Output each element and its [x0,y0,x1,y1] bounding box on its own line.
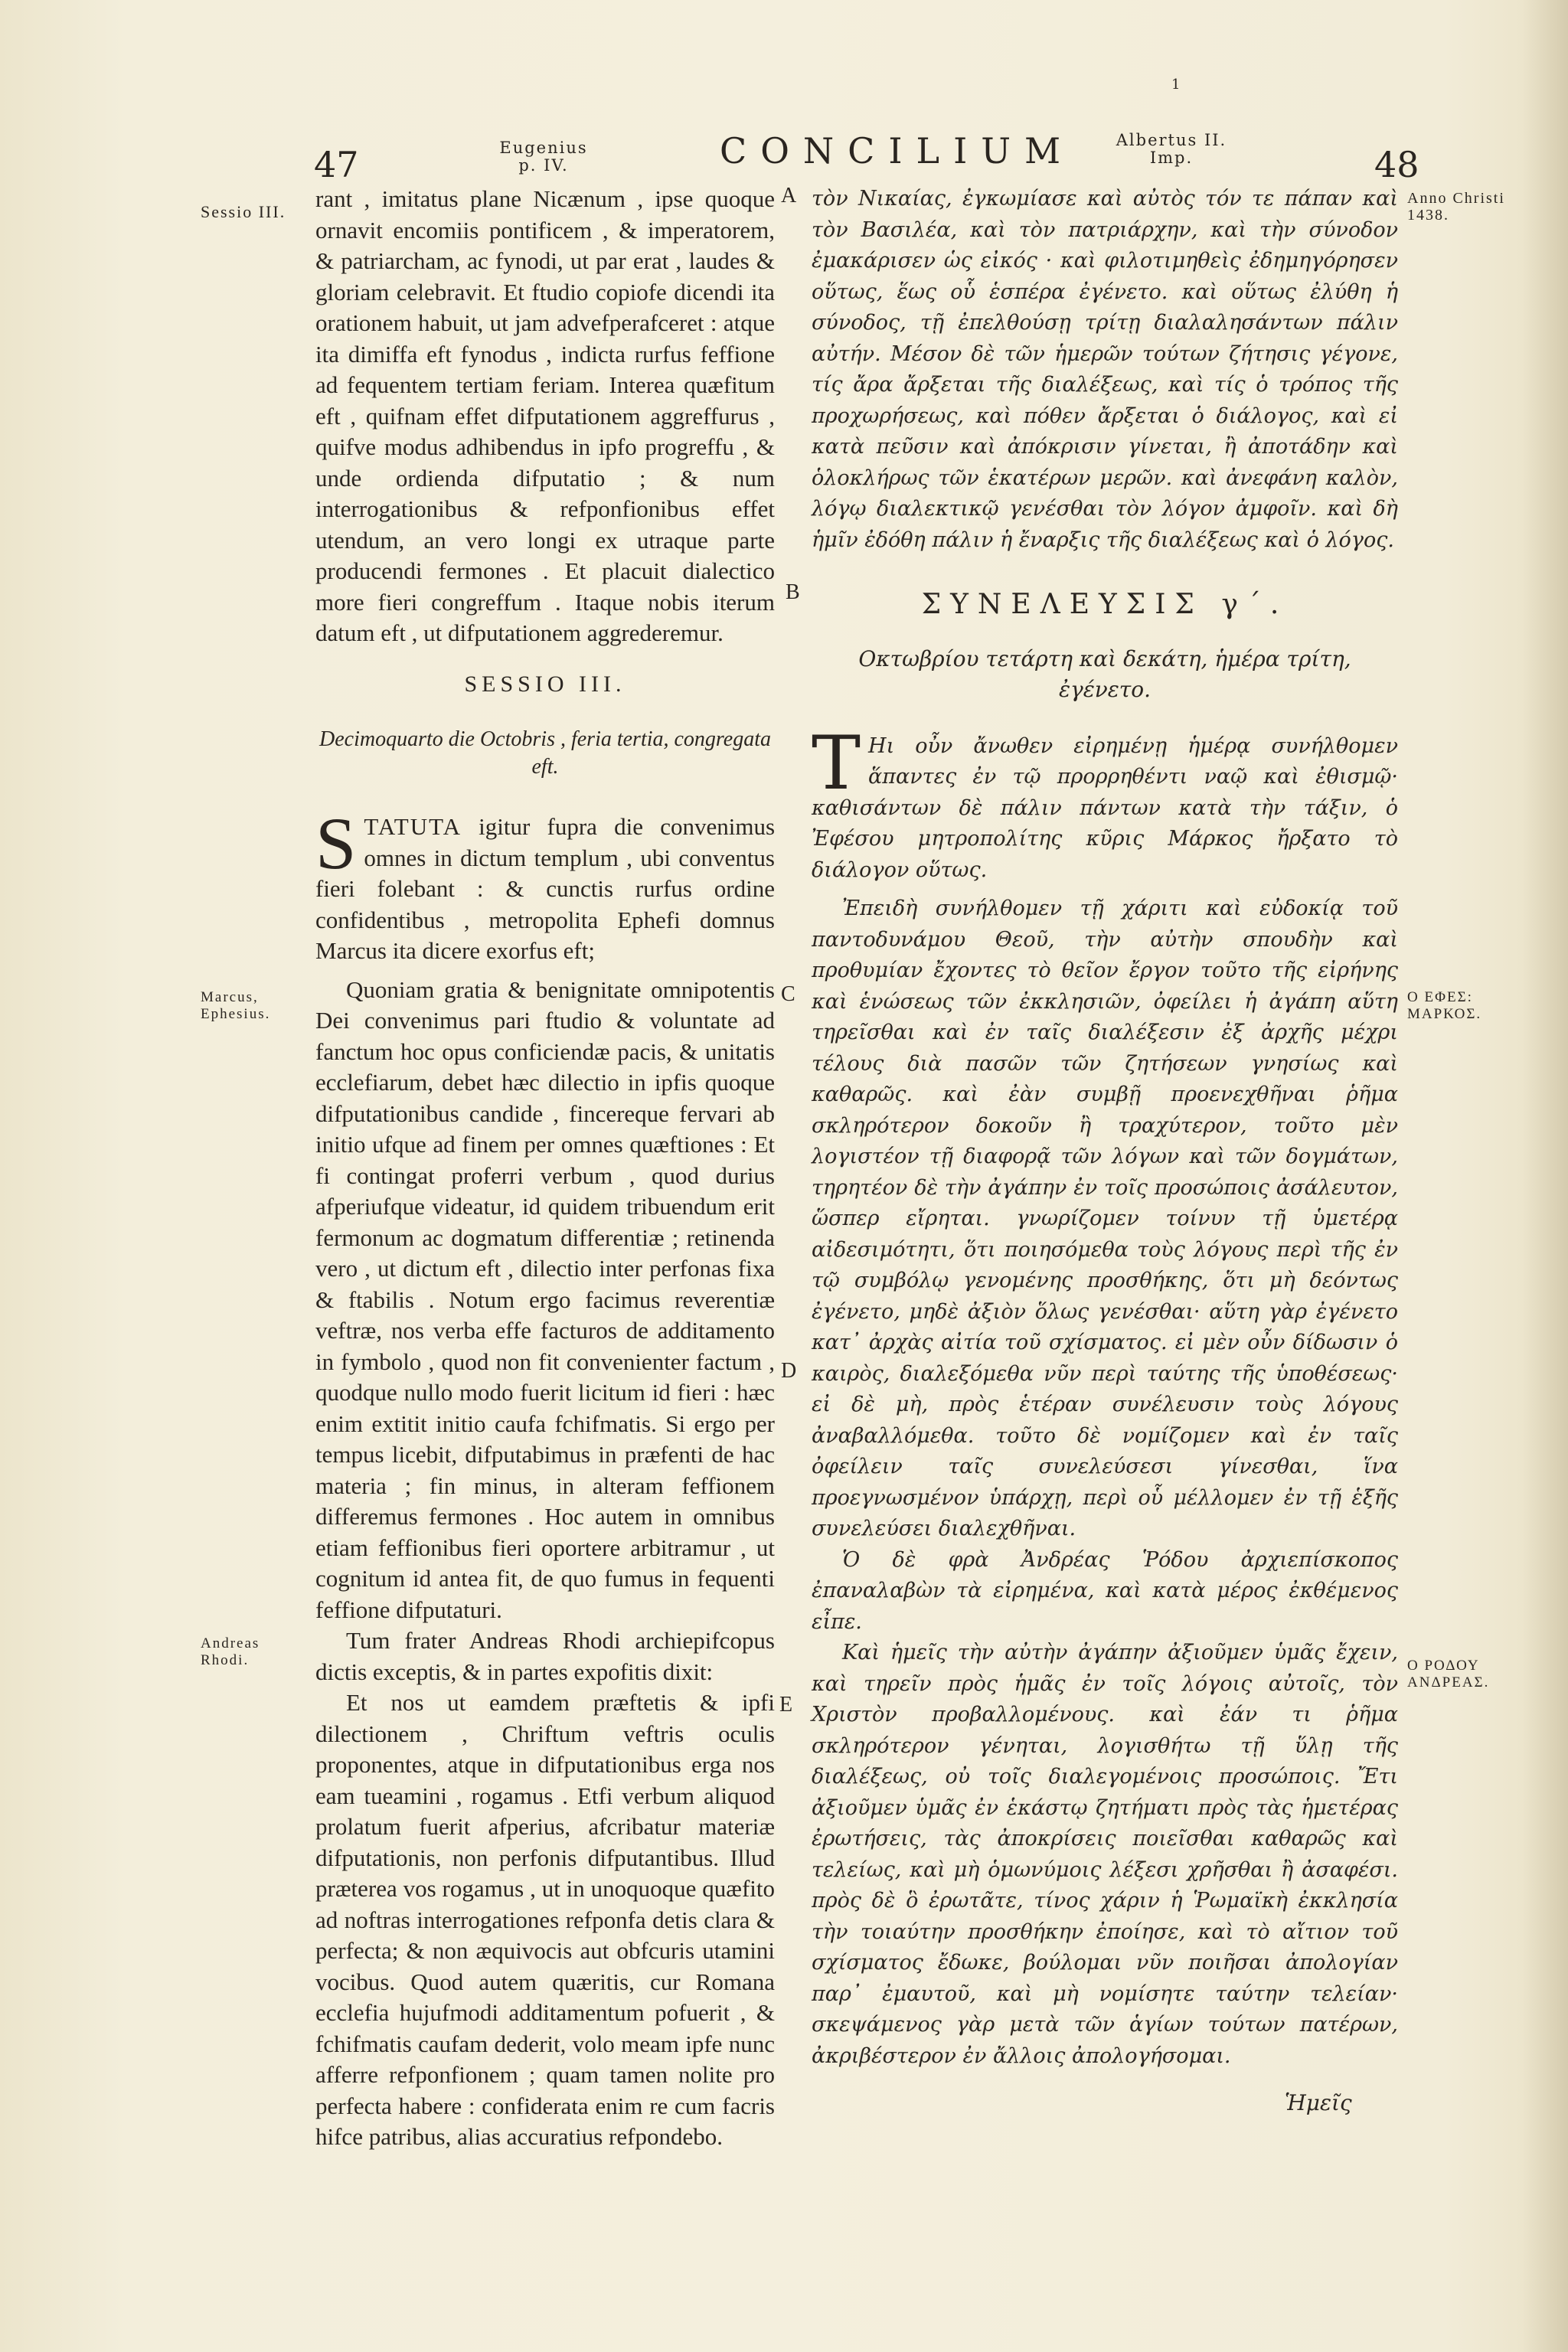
running-head-left: Eugenius p. IV. [499,139,588,175]
margin-note-andreas: Andreas Rhodi. [201,1635,260,1668]
latin-dropcap: S [315,802,357,884]
latin-para-4: Et nos ut eamdem præftetis & ipfi dilectionem , Chriftum veftris oculis proponentes, atque in difputationibus erga nos eam tueamini , rogamus . Etfi verbum aliquod prolatum fuerit afperius, afcribatur materiæ difputationis, non perfonis difputantibus. Illud præterea vos rogamus , ut in unoquoque quæfito ad noftras interrogationes refponfa detis clara & perfecta; & non æquivocis aut obfcuris utamini vocibus. Quod autem quæritis, cur Romana ecclefia hujufmodi additamentum pofuerit , & fchifmatis caufam dederit, volo meam ipfe nunc afferre refponfionem ; quam tamen nolite pro perfecta habere : confiderata enim re cum facris hifce patribus, alias accuratius refpondebo. [315,1689,775,2150]
page-shadow [1522,0,1568,2352]
section-letter-d: D [781,1359,797,1383]
greek-para-2: Ἐπειδὴ συνήλθομεν τῇ χάριτι καὶ εὐδοκίᾳ τοῦ παντοδυνάμου Θεοῦ, τὴν αὐτὴν σπουδὴν καὶ προθυμίαν ἔχοντες τὸ θεῖον ἔργον τοῦτο τῆς εἰρήνης καὶ ἑνώσεως τῶν ἐκκλησιῶν, ὀφείλει ἡ ἀγάπη αὕτη τηρεῖσθαι καὶ ἐν ταῖς διαλέξεσιν ἐξ ἀρχῆς μέχρι τέλους διὰ πασῶν τῶν ζητήσεων γνησίως καὶ καθαρῶς. καὶ ἐὰν συμβῇ προενεχθῆναι ῥῆμα σκληρότερον δοκοῦν ἢ τραχύτερον, τοῦτο μὲν λογιστέον τῇ διαφορᾷ τῶν λόγων καὶ τῶν δογμάτων, τηρητέον δὲ τὴν ἀγάπην ἐν τοῖς προσώποις ἀσάλευτον, ὥσπερ εἴρηται. γνωρίζομεν τοίνυν τῇ ὑμετέρᾳ αἰδεσιμότητι, ὅτι ποιησόμεθα τοὺς λόγους περὶ τῆς ἐν τῷ συμβόλῳ γενομένης προσθήκης, ὅτι μὴ δεόντως ἐγένετο, μηδὲ ἀξιὸν ὅλως γενέσθαι· αὕτη γὰρ ἐγένετο κατ᾿ ἀρχὰς αἰτία τοῦ σχίσματος. εἰ μὲν οὖν δίδωσιν ὁ καιρὸς, διαλεξόμεθα νῦν περὶ ταύτης τῆς ὑποθέσεως· εἰ δὲ μὴ, πρὸς ἑτέραν συνέλευσιν τοὺς λόγους ἀναβαλλόμεθα. τοῦτο δὲ νομίζομεν καὶ ἐν ταῖς ὀφείλειν ταῖς συνελεύσεσι γίνεσθαι, ἵνα προεγνωσμένον ὑπάρχῃ, περὶ οὗ μέλλομεν ἐν τῇ ἑξῆς συνελεύσει διαλεχθῆναι. [812,897,1398,1540]
greek-dropcap: Τ [812,720,861,806]
latin-para-1-text: igitur fupra die convenimus omnes in dictum templum , ubi conventus fieri folebant : & cunctis rurfus ordine confidentibus , metropolita Ephefi domnus Marcus ita dicere exorfus eft; [315,813,776,964]
page-number-left: 47 [314,144,359,185]
latin-section-subtitle: Decimoquarto die Octobris , feria tertia, congregata eft. [319,727,771,779]
section-letter-c: C [781,982,795,1006]
latin-section-title: SESSIO III. [464,671,626,697]
greek-para-3: Ὁ δὲ φρὰ Ἀνδρέας Ῥόδου ἀρχιεπίσκοπος ἐπαναλαβὼν τὰ εἰρημένα, καὶ κατὰ μέρος ἐκθέμενος εἶπε. [812,1547,1398,1634]
page-header [291,122,1485,191]
greek-para-4: Καὶ ἡμεῖς τὴν αὐτὴν ἀγάπην ἀξιοῦμεν ὑμᾶς ἔχειν, καὶ τηρεῖν πρὸς ἡμᾶς ἐν τοῖς λόγοις αὐτοῖς, τὸν Χριστὸν προβαλλομένους. καὶ ἐάν τι ῥῆμα σκληρότερον γένηται, λογισθήτω τῇ ὕλῃ τῆς διαλέξεως, οὐ τοῖς διαλεγομένοις προσώποις. Ἔτι ἀξιοῦμεν ὑμᾶς ἐν ἑκάστῳ ζητήματι πρὸς τὰς ἡμετέρας ἐρωτήσεις, τὰς ἀποκρίσεις ποιεῖσθαι καθαρῶς καὶ τελείως, καὶ μὴ ὁμωνύμοις λέξεσι χρῆσθαι ἢ ἀσαφέσι. πρὸς δὲ ὃ ἐρωτᾶτε, τίνος χάριν ἡ Ῥωμαϊκὴ ἐκκλησία τὴν τοιαύτην προσθήκην ἐποίησε, καὶ τὸ αἴτιον τοῦ σχίσματος ἔδωκε, βούλομαι νῦν ποιῆσαι ἀπολογίαν παρ᾿ ἐμαυτοῦ, καὶ μὴ νομίσητε ταύτην τελείαν· σκεψάμενος γὰρ μετὰ τῶν ἁγίων τούτων πατέρων, ἀκριβέστερον ἐν ἄλλοις ἀπολογήσομαι. [812,1641,1398,2068]
margin-note-marcus: Marcus, Ephesius. [201,989,271,1022]
page-title: CONCILIUM [720,130,1075,172]
margin-note-marcus-greek: Ο ΕΦΕΣ: ΜΑΡΚΟΣ. [1407,989,1482,1022]
section-letter-b: B [786,580,800,604]
latin-column [315,184,775,2153]
section-letter-e: E [779,1693,793,1717]
running-head-right: Albertus II. Imp. [1116,131,1227,167]
greek-para-1-text: Ηι οὖν ἄνωθεν εἰρημένῃ ἡμέρᾳ συνήλθομεν ἅπαντες ἐν τῷ προρρηθέντι ναῷ καὶ ἐθισμῷ· καθισάντων δὲ πάλιν πάντων κατὰ τὴν τάξιν, ὁ Ἐφέσου μητροπολίτης κῦρις Μάρκος ἤρξατο τὸ διάλογον οὕτως. [812,733,1398,882]
margin-note-anno: Anno Christi 1438. [1407,190,1505,224]
top-mark: 1 [1171,77,1181,93]
latin-intro: rant , imitatus plane Nicænum , ipse quoque ornavit encomiis pontificem , & imperatorem, & patriarcham, ac fynodi, ut par erat , laudes & gloriam celebravit. Et ftudio copiofe dicendi ita orationem habuit, ut jam advefperafceret : atque ita dimiffa eft fynodus , indicta rurfus feffione ad fequentem tertiam feriam. Interea quæfitum eft , quifnam effet difputationem aggreffurus , quifve modus adhibendus in ipfo progreffu , & unde ordienda difputatio ; & num interrogationibus & refponfionibus effet utendum, an vero longi ex utraque parte producendi fermones . Et placuit dialectico more fieri congreffum . Itaque nobis iterum datum eft , ut difputationem aggrederemur. [315,185,775,646]
greek-column [812,184,1398,2072]
greek-section-title: ΣΥΝΕΛΕΥΣΙΣ γ΄. [921,589,1289,620]
latin-para-1 [315,802,776,967]
latin-para-2: Quoniam gratia & benignitate omnipotentis Dei convenimus pari ftudio & voluntate ad fanctum hoc opus conficiendæ pacis, & unitatis ecclefiarum, debet hæc dilectio in ipfis quoque difputationibus candide , fincereque fervari ab initio ufque ad finem per omnes quæftiones : Et fi contingat proferri verbum , quod durius afperiufque videatur, id quidem tribuendum erit fermonum ac dogmatum differentiæ ; retinenda vero , ut dictum eft , dilectio inter perfonas fixa & ftabilis . Notum ergo facimus reverentiæ veftræ, nos verba effe facturos de additamento in fymbolo , quod non fit convenienter factum , quodque nullo modo fuerit licitum id fieri : hæc enim extitit initio caufa fchifmatis. Si ergo per tempus licebit, difputabimus in præfenti de hac materia ; fin minus, in alteram feffionem differemus fermones . Hoc autem in omnibus etiam feffionibus fieri oportere arbitramur , ut cognitum id antea fit, de quo fumus in fequenti feffione difputaturi. [315,975,775,1623]
page-number-right: 48 [1374,144,1419,185]
greek-intro: τὸν Νικαίας, ἐγκωμίασε καὶ αὐτὸς τόν τε πάπαν καὶ τὸν Βασιλέα, καὶ τὸν πατριάρχην, καὶ τὴν σύνοδον ἐμακάρισεν ὡς εἰκός · καὶ φιλοτιμηθεὶς ἐδημηγόρησεν οὕτως, ἕως οὗ ἑσπέρα ἐγένετο. καὶ οὕτως ἐλύθη ἡ σύνοδος, τῇ ἐπελθούσῃ τρίτῃ διαλαλησάντων πάλιν αὐτήν. Μέσον δὲ τῶν ἡμερῶν τούτων ζήτησις γέγονε, τίς ἄρα ἄρξεται τῆς διαλέξεως, καὶ τίς ὁ τρόπος τῆς προχωρήσεως, καὶ πόθεν ἄρξεται ὁ διάλογος, καὶ εἰ κατὰ πεῦσιν καὶ ἀπόκρισιν γίνεται, ἢ ἀποτάδην καὶ ὁλοκλήρως τῶν ἑκατέρων μερῶν. καὶ ἀνεφάνη καλὸν, λόγῳ διαλεκτικῷ γενέσθαι τὸν λόγον ἀμφοῖν. καὶ δὴ ἡμῖν ἐδόθη πάλιν ἡ ἔναρξις τῆς διαλέξεως καὶ ὁ λόγος. [812,187,1398,552]
catchword: Ἡμεῖς [1285,2090,1352,2115]
greek-para-1 [812,720,1398,887]
latin-para-3: Tum frater Andreas Rhodi archiepifcopus dictis exceptis, & in partes expofitis dixit: [315,1627,775,1685]
latin-smallcaps: TATUTA [364,813,462,840]
margin-note-andreas-greek: Ο ΡΟΔΟΥ ΑΝΔΡΕΑΣ. [1407,1658,1490,1690]
section-letter-a: A [781,184,797,207]
margin-note-sessio: Sessio III. [201,202,286,221]
greek-section-subtitle: Οκτωβρίου τετάρτη καὶ δεκάτη, ἡμέρα τρίτη, ἐγένετο. [858,645,1351,702]
